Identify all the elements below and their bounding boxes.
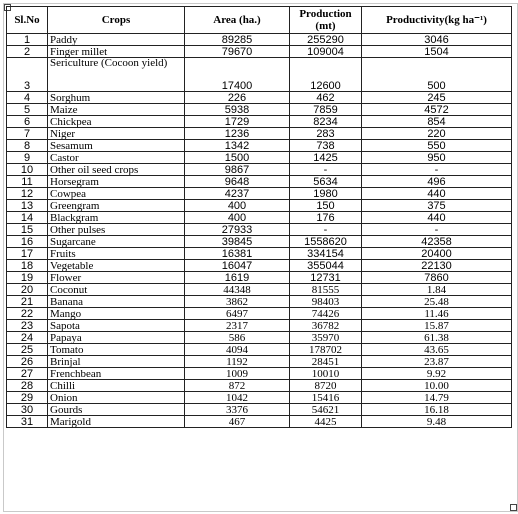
cell-area: 586 [185, 332, 290, 344]
table-row [7, 104, 512, 116]
cell-crop: Chickpea [48, 116, 185, 128]
cell-productivity: 550 [362, 140, 512, 152]
table-row [7, 152, 512, 164]
cell-productivity: 220 [362, 128, 512, 140]
cell-productivity: 4572 [362, 104, 512, 116]
cell-production: 5634 [290, 176, 362, 188]
table-row [7, 272, 512, 284]
table-row [7, 116, 512, 128]
cell-crop: Frenchbean [48, 368, 185, 380]
cell-productivity: 440 [362, 188, 512, 200]
cell-production: 1980 [290, 188, 362, 200]
cell-crop: Sorghum [48, 92, 185, 104]
table-row [7, 248, 512, 260]
cell-productivity: 3046 [362, 34, 512, 46]
cell-area: 400 [185, 200, 290, 212]
cell-area: 1619 [185, 272, 290, 284]
table-row [7, 224, 512, 236]
cell-sl-no: 15 [7, 224, 48, 236]
cell-productivity: 7860 [362, 272, 512, 284]
cell-sl-no: 13 [7, 200, 48, 212]
cell-production: 74426 [290, 308, 362, 320]
table-row [7, 368, 512, 380]
cell-area: 79670 [185, 46, 290, 58]
cell-production: 334154 [290, 248, 362, 260]
cell-production: 255290 [290, 34, 362, 46]
cell-sl-no: 19 [7, 272, 48, 284]
table-row [7, 296, 512, 308]
table-row [7, 58, 512, 92]
cell-crop: Banana [48, 296, 185, 308]
cell-sl-no: 21 [7, 296, 48, 308]
header-production: Production (mt) [290, 7, 362, 34]
cell-production: 1425 [290, 152, 362, 164]
cell-production: 8720 [290, 380, 362, 392]
cell-area: 1009 [185, 368, 290, 380]
cell-productivity: 375 [362, 200, 512, 212]
cell-production: 7859 [290, 104, 362, 116]
cell-productivity: 22130 [362, 260, 512, 272]
cell-sl-no: 23 [7, 320, 48, 332]
cell-productivity: 854 [362, 116, 512, 128]
cell-sl-no: 3 [7, 58, 48, 92]
cell-area: 2317 [185, 320, 290, 332]
cell-production: 98403 [290, 296, 362, 308]
cell-area: 1192 [185, 356, 290, 368]
table-row [7, 200, 512, 212]
cell-production: 738 [290, 140, 362, 152]
cell-sl-no: 14 [7, 212, 48, 224]
table-row [7, 34, 512, 46]
cell-crop: Castor [48, 152, 185, 164]
cell-crop: Onion [48, 392, 185, 404]
cell-productivity: 25.48 [362, 296, 512, 308]
cell-production: 109004 [290, 46, 362, 58]
cell-area: 16381 [185, 248, 290, 260]
cell-productivity: 1.84 [362, 284, 512, 296]
table-row [7, 140, 512, 152]
cell-sl-no: 29 [7, 392, 48, 404]
header-crops: Crops [48, 7, 185, 34]
cell-area: 89285 [185, 34, 290, 46]
table-row [7, 128, 512, 140]
cell-crop: Sesamum [48, 140, 185, 152]
cell-area: 4237 [185, 188, 290, 200]
cell-production: 54621 [290, 404, 362, 416]
cell-production: 12731 [290, 272, 362, 284]
cell-productivity: 23.87 [362, 356, 512, 368]
cell-area: 3862 [185, 296, 290, 308]
cell-crop: Maize [48, 104, 185, 116]
cell-production: 15416 [290, 392, 362, 404]
cell-sl-no: 8 [7, 140, 48, 152]
cell-production: 8234 [290, 116, 362, 128]
cell-production: - [290, 164, 362, 176]
cell-sl-no: 22 [7, 308, 48, 320]
cell-productivity: 245 [362, 92, 512, 104]
cell-area: 44348 [185, 284, 290, 296]
cell-production: 81555 [290, 284, 362, 296]
table-row [7, 212, 512, 224]
cell-productivity: 61.38 [362, 332, 512, 344]
table-row [7, 344, 512, 356]
cell-crop: Coconut [48, 284, 185, 296]
cell-area: 226 [185, 92, 290, 104]
cell-productivity: - [362, 164, 512, 176]
cell-productivity: 42358 [362, 236, 512, 248]
table-header-row [7, 7, 512, 34]
cell-crop: Paddy [48, 34, 185, 46]
header-productivity: Productivity(kg ha⁻¹) [362, 7, 512, 34]
cell-productivity: 9.48 [362, 416, 512, 428]
cell-production: 36782 [290, 320, 362, 332]
cell-sl-no: 7 [7, 128, 48, 140]
cell-area: 4094 [185, 344, 290, 356]
cell-crop: Sericulture (Cocoon yield) [48, 58, 185, 92]
cell-production: 176 [290, 212, 362, 224]
cell-production: 150 [290, 200, 362, 212]
cell-production: 4425 [290, 416, 362, 428]
cell-productivity: 20400 [362, 248, 512, 260]
cell-sl-no: 24 [7, 332, 48, 344]
cell-area: 1500 [185, 152, 290, 164]
cell-area: 467 [185, 416, 290, 428]
cell-area: 1729 [185, 116, 290, 128]
table-row [7, 236, 512, 248]
cell-area: 1236 [185, 128, 290, 140]
cell-crop: Finger millet [48, 46, 185, 58]
cell-productivity: 950 [362, 152, 512, 164]
cell-crop: Tomato [48, 344, 185, 356]
cell-sl-no: 27 [7, 368, 48, 380]
cell-area: 27933 [185, 224, 290, 236]
cell-crop: Other oil seed crops [48, 164, 185, 176]
table-row [7, 308, 512, 320]
cell-crop: Fruits [48, 248, 185, 260]
cell-area: 9648 [185, 176, 290, 188]
table-row [7, 92, 512, 104]
cell-crop: Papaya [48, 332, 185, 344]
table-row [7, 176, 512, 188]
cell-production: 355044 [290, 260, 362, 272]
table-row [7, 416, 512, 428]
cell-area: 39845 [185, 236, 290, 248]
cell-productivity: 14.79 [362, 392, 512, 404]
cell-area: 17400 [185, 58, 290, 92]
cell-production: 35970 [290, 332, 362, 344]
cell-production: 178702 [290, 344, 362, 356]
header-sl-no: Sl.No [7, 7, 48, 34]
cell-productivity: 440 [362, 212, 512, 224]
cell-sl-no: 12 [7, 188, 48, 200]
resize-handle-bottom-right[interactable] [510, 504, 517, 511]
cell-crop: Mango [48, 308, 185, 320]
cell-crop: Brinjal [48, 356, 185, 368]
cell-production: 10010 [290, 368, 362, 380]
cell-crop: Niger [48, 128, 185, 140]
table-row [7, 164, 512, 176]
cell-crop: Gourds [48, 404, 185, 416]
table-row [7, 332, 512, 344]
cell-production: 12600 [290, 58, 362, 92]
cell-sl-no: 5 [7, 104, 48, 116]
cell-production: 462 [290, 92, 362, 104]
cell-productivity: 500 [362, 58, 512, 92]
crop-statistics-table [6, 6, 512, 428]
cell-sl-no: 1 [7, 34, 48, 46]
table-row [7, 392, 512, 404]
cell-productivity: 16.18 [362, 404, 512, 416]
cell-production: - [290, 224, 362, 236]
cell-production: 1558620 [290, 236, 362, 248]
cell-productivity: - [362, 224, 512, 236]
table-row [7, 260, 512, 272]
cell-sl-no: 4 [7, 92, 48, 104]
cell-sl-no: 17 [7, 248, 48, 260]
cell-sl-no: 28 [7, 380, 48, 392]
cell-sl-no: 31 [7, 416, 48, 428]
cell-sl-no: 26 [7, 356, 48, 368]
table-row [7, 188, 512, 200]
cell-area: 16047 [185, 260, 290, 272]
cell-area: 9867 [185, 164, 290, 176]
cell-area: 3376 [185, 404, 290, 416]
cell-area: 400 [185, 212, 290, 224]
table-row [7, 404, 512, 416]
cell-area: 6497 [185, 308, 290, 320]
cell-area: 1042 [185, 392, 290, 404]
table-row [7, 380, 512, 392]
cell-production: 283 [290, 128, 362, 140]
cell-sl-no: 6 [7, 116, 48, 128]
cell-productivity: 10.00 [362, 380, 512, 392]
cell-sl-no: 18 [7, 260, 48, 272]
cell-sl-no: 16 [7, 236, 48, 248]
cell-area: 5938 [185, 104, 290, 116]
cell-productivity: 1504 [362, 46, 512, 58]
cell-productivity: 496 [362, 176, 512, 188]
cell-productivity: 15.87 [362, 320, 512, 332]
cell-production: 28451 [290, 356, 362, 368]
cell-sl-no: 11 [7, 176, 48, 188]
cell-productivity: 9.92 [362, 368, 512, 380]
header-area: Area (ha.) [185, 7, 290, 34]
cell-sl-no: 10 [7, 164, 48, 176]
cell-crop: Marigold [48, 416, 185, 428]
cell-productivity: 11.46 [362, 308, 512, 320]
cell-crop: Sugarcane [48, 236, 185, 248]
cell-productivity: 43.65 [362, 344, 512, 356]
table-row [7, 356, 512, 368]
cell-crop: Chilli [48, 380, 185, 392]
cell-crop: Vegetable [48, 260, 185, 272]
cell-crop: Other pulses [48, 224, 185, 236]
cell-crop: Horsegram [48, 176, 185, 188]
cell-sl-no: 30 [7, 404, 48, 416]
cell-sl-no: 25 [7, 344, 48, 356]
cell-area: 1342 [185, 140, 290, 152]
cell-sl-no: 9 [7, 152, 48, 164]
cell-area: 872 [185, 380, 290, 392]
cell-crop: Blackgram [48, 212, 185, 224]
cell-crop: Cowpea [48, 188, 185, 200]
table-row [7, 284, 512, 296]
table-row [7, 320, 512, 332]
table-row [7, 46, 512, 58]
cell-sl-no: 2 [7, 46, 48, 58]
cell-crop: Sapota [48, 320, 185, 332]
cell-crop: Flower [48, 272, 185, 284]
cell-crop: Greengram [48, 200, 185, 212]
cell-sl-no: 20 [7, 284, 48, 296]
